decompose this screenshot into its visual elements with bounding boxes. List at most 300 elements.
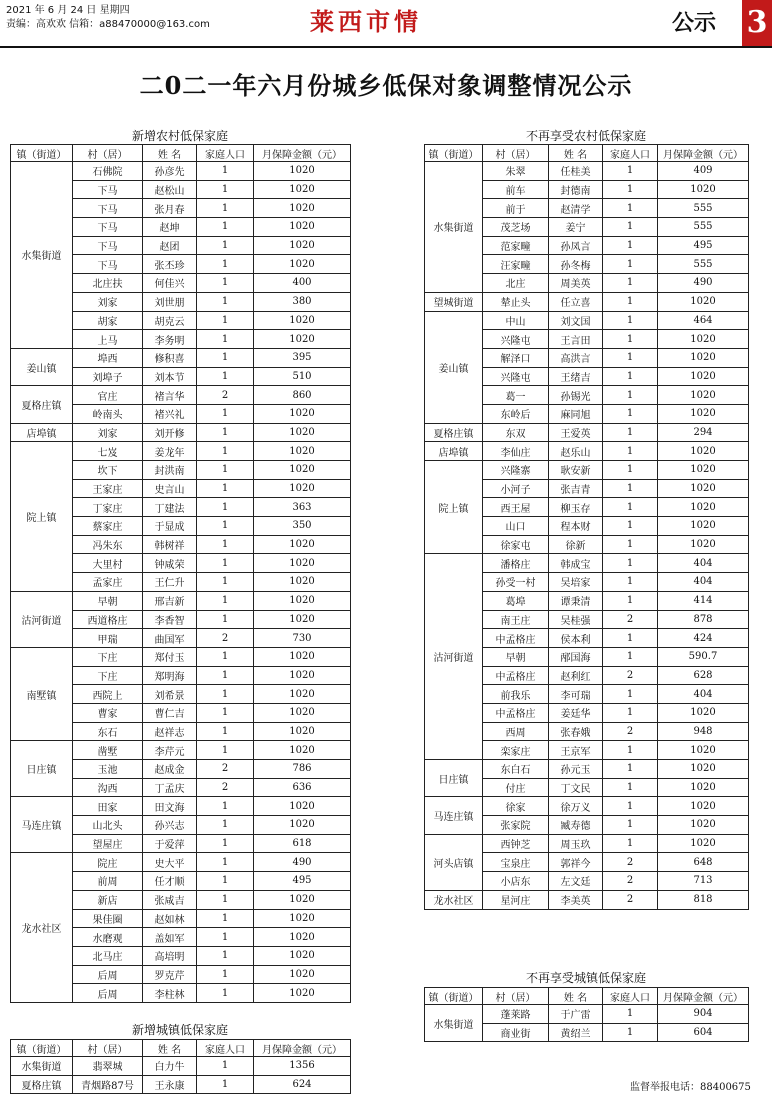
cell-village: 西王屋 [483, 498, 549, 517]
cell-village: 下马 [73, 255, 143, 274]
cell-village: 甲瑞 [73, 629, 143, 648]
cell-amount: 1020 [658, 367, 749, 386]
cell-name: 赵祥志 [143, 722, 197, 741]
cell-amount: 404 [658, 573, 749, 592]
cell-name: 罗克芹 [143, 965, 197, 984]
cell-amount: 1020 [658, 442, 749, 461]
cell-amount: 555 [658, 255, 749, 274]
cell-household: 2 [603, 872, 658, 891]
table-row [425, 461, 749, 480]
table-row [425, 797, 749, 816]
cell-amount: 1020 [658, 348, 749, 367]
cell-household: 1 [197, 1057, 254, 1076]
cell-village: 玉池 [73, 760, 143, 779]
cell-amount: 1020 [658, 330, 749, 349]
cell-village: 孙受一村 [483, 573, 549, 592]
cell-amount: 1020 [658, 535, 749, 554]
cell-town: 望城街道 [425, 292, 483, 311]
header-amount: 月保障金额（元） [254, 145, 351, 162]
cell-name: 封德南 [549, 180, 603, 199]
cell-town: 水集街道 [425, 162, 483, 293]
cell-amount: 1020 [254, 404, 351, 423]
header-amount: 月保障金额（元） [658, 145, 749, 162]
cell-village: 前我乐 [483, 685, 549, 704]
page-number: 3 [742, 0, 772, 46]
cell-household: 1 [197, 461, 254, 480]
cell-amount: 350 [254, 517, 351, 536]
cell-amount: 1020 [254, 461, 351, 480]
cell-name: 史言山 [143, 479, 197, 498]
cell-amount: 1020 [254, 218, 351, 237]
cell-amount: 464 [658, 311, 749, 330]
cell-household: 1 [197, 442, 254, 461]
table-row [425, 890, 749, 909]
cell-amount: 1020 [254, 180, 351, 199]
cell-household: 1 [603, 330, 658, 349]
cell-amount: 1020 [254, 199, 351, 218]
cell-village: 水磨观 [73, 928, 143, 947]
cell-amount: 490 [254, 853, 351, 872]
cell-amount: 490 [658, 274, 749, 293]
cell-village: 官庄 [73, 386, 143, 405]
cell-amount: 424 [658, 629, 749, 648]
cell-household: 1 [603, 797, 658, 816]
cell-household: 1 [197, 647, 254, 666]
cell-village: 东白石 [483, 760, 549, 779]
cell-amount: 1020 [254, 816, 351, 835]
cell-household: 1 [197, 348, 254, 367]
header-village: 村（居） [483, 145, 549, 162]
cell-name: 刘开修 [143, 423, 197, 442]
cell-household: 1 [197, 816, 254, 835]
cell-town: 夏格庄镇 [11, 386, 73, 423]
header-village: 村（居） [73, 145, 143, 162]
cell-household: 1 [197, 703, 254, 722]
cell-village: 徐家屯 [483, 535, 549, 554]
cell-household: 1 [197, 423, 254, 442]
cell-amount: 1020 [658, 703, 749, 722]
cell-village: 宝泉庄 [483, 853, 549, 872]
cell-village: 西院上 [73, 685, 143, 704]
cell-household: 1 [603, 535, 658, 554]
cell-household: 1 [197, 218, 254, 237]
table-row [11, 162, 351, 181]
report-hotline: 监督举报电话：88400675 [630, 1082, 751, 1093]
cell-name: 韩树祥 [143, 535, 197, 554]
cell-name: 赵成金 [143, 760, 197, 779]
cell-village: 石佛院 [73, 162, 143, 181]
cell-town: 院上镇 [11, 442, 73, 592]
cell-household: 1 [603, 741, 658, 760]
cell-amount: 948 [658, 722, 749, 741]
cell-household: 1 [197, 946, 254, 965]
cell-village: 前周 [73, 872, 143, 891]
cell-village: 刘家 [73, 423, 143, 442]
cell-village: 西道格庄 [73, 610, 143, 629]
cell-household: 2 [603, 722, 658, 741]
cell-household: 2 [603, 610, 658, 629]
cell-household: 1 [603, 760, 658, 779]
cell-amount: 395 [254, 348, 351, 367]
cell-name: 史大平 [143, 853, 197, 872]
cell-household: 2 [197, 629, 254, 648]
cell-household: 1 [603, 479, 658, 498]
cell-household: 1 [603, 162, 658, 181]
cell-name: 孙锡光 [549, 386, 603, 405]
cell-amount: 1020 [254, 535, 351, 554]
cell-amount: 1020 [254, 946, 351, 965]
cell-village: 前于 [483, 199, 549, 218]
cell-town: 姜山镇 [425, 311, 483, 423]
table-header-row [11, 145, 351, 162]
cell-name: 邴国海 [549, 647, 603, 666]
header-village: 村（居） [73, 1040, 143, 1057]
cell-village: 山北头 [73, 816, 143, 835]
cell-name: 任桂美 [549, 162, 603, 181]
table-urban-new [10, 1039, 351, 1094]
cell-name: 任立喜 [549, 292, 603, 311]
cell-name: 修积喜 [143, 348, 197, 367]
cell-name: 高洪言 [549, 348, 603, 367]
cell-household: 1 [603, 834, 658, 853]
cell-name: 王爱英 [549, 423, 603, 442]
cell-household: 1 [197, 984, 254, 1003]
cell-household: 1 [603, 554, 658, 573]
cell-household: 1 [603, 517, 658, 536]
cell-name: 王仁升 [143, 573, 197, 592]
cell-town: 龙水社区 [425, 890, 483, 909]
table-row [425, 162, 749, 181]
cell-amount: 555 [658, 218, 749, 237]
cell-household: 1 [197, 292, 254, 311]
cell-name: 郭祥今 [549, 853, 603, 872]
cell-household: 1 [603, 573, 658, 592]
cell-amount: 400 [254, 274, 351, 293]
cell-village: 付庄 [483, 778, 549, 797]
cell-amount: 1020 [254, 928, 351, 947]
cell-household: 1 [197, 722, 254, 741]
cell-village: 朱翠 [483, 162, 549, 181]
cell-amount: 1020 [254, 741, 351, 760]
table-row [425, 834, 749, 853]
cell-household: 1 [603, 386, 658, 405]
cell-village: 西钟芝 [483, 834, 549, 853]
cell-household: 1 [197, 311, 254, 330]
cell-village: 潘格庄 [483, 554, 549, 573]
cell-household: 2 [603, 666, 658, 685]
cell-village: 葛埠 [483, 591, 549, 610]
cell-name: 王绪吉 [549, 367, 603, 386]
cell-household: 1 [197, 573, 254, 592]
cell-household: 1 [603, 778, 658, 797]
cell-village: 上马 [73, 330, 143, 349]
cell-town: 沽河街道 [11, 591, 73, 647]
cell-village: 中孟格庄 [483, 629, 549, 648]
cell-amount: 1020 [254, 236, 351, 255]
cell-village: 望屋庄 [73, 834, 143, 853]
cell-name: 胡克云 [143, 311, 197, 330]
cell-town: 河头店镇 [425, 834, 483, 890]
cell-amount: 1020 [658, 461, 749, 480]
cell-household: 1 [603, 1023, 658, 1042]
header-name: 姓 名 [143, 145, 197, 162]
cell-name: 李柱林 [143, 984, 197, 1003]
cell-amount: 730 [254, 629, 351, 648]
cell-village: 解泽口 [483, 348, 549, 367]
cell-amount: 495 [658, 236, 749, 255]
cell-village: 下马 [73, 199, 143, 218]
table-header-row [425, 988, 749, 1005]
cell-household: 1 [197, 199, 254, 218]
cell-name: 赵团 [143, 236, 197, 255]
cell-village: 商业街 [483, 1023, 549, 1042]
cell-amount: 1020 [254, 703, 351, 722]
cell-household: 1 [197, 965, 254, 984]
cell-village: 下马 [73, 236, 143, 255]
cell-village: 兴隆屯 [483, 330, 549, 349]
cell-amount: 1020 [254, 591, 351, 610]
cell-name: 王京军 [549, 741, 603, 760]
cell-name: 臧寿德 [549, 816, 603, 835]
cell-name: 李务明 [143, 330, 197, 349]
cell-household: 2 [197, 778, 254, 797]
masthead: 莱西市情 [310, 7, 422, 36]
cell-name: 何佳兴 [143, 274, 197, 293]
cell-name: 赵利红 [549, 666, 603, 685]
cell-amount: 1020 [658, 517, 749, 536]
cell-name: 邢吉新 [143, 591, 197, 610]
cell-household: 1 [197, 591, 254, 610]
cell-name: 张春娥 [549, 722, 603, 741]
cell-household: 1 [603, 404, 658, 423]
table-header-row [11, 1040, 351, 1057]
cell-name: 郑明海 [143, 666, 197, 685]
cell-household: 2 [197, 760, 254, 779]
cell-name: 刘世朋 [143, 292, 197, 311]
cell-village: 李仙庄 [483, 442, 549, 461]
cell-amount: 1020 [254, 909, 351, 928]
cell-household: 1 [603, 367, 658, 386]
cell-amount: 618 [254, 834, 351, 853]
cell-amount: 590.7 [658, 647, 749, 666]
cell-name: 郑付玉 [143, 647, 197, 666]
cell-village: 北庄扶 [73, 274, 143, 293]
cell-amount: 1020 [254, 797, 351, 816]
cell-village: 后周 [73, 965, 143, 984]
header-town: 镇（街道） [425, 988, 483, 1005]
cell-name: 吴培家 [549, 573, 603, 592]
cell-household: 1 [603, 311, 658, 330]
table-row [11, 1075, 351, 1094]
cell-amount: 510 [254, 367, 351, 386]
table-row [11, 741, 351, 760]
cell-village: 栾家庄 [483, 741, 549, 760]
cell-household: 1 [197, 610, 254, 629]
cell-amount: 1020 [254, 311, 351, 330]
cell-household: 1 [197, 498, 254, 517]
cell-town: 店埠镇 [11, 423, 73, 442]
table-row [11, 348, 351, 367]
cell-town: 水集街道 [11, 1057, 73, 1076]
cell-town: 龙水社区 [11, 853, 73, 1003]
cell-name: 褚言华 [143, 386, 197, 405]
cell-town: 夏格庄镇 [11, 1075, 73, 1094]
cell-household: 1 [603, 423, 658, 442]
header-amount: 月保障金额（元） [658, 988, 749, 1005]
cell-name: 盖如军 [143, 928, 197, 947]
cell-amount: 860 [254, 386, 351, 405]
cell-name: 于爱萍 [143, 834, 197, 853]
cell-household: 1 [197, 554, 254, 573]
cell-amount: 604 [658, 1023, 749, 1042]
header-town: 镇（街道） [11, 1040, 73, 1057]
cell-name: 白力牛 [143, 1057, 197, 1076]
cell-household: 1 [197, 890, 254, 909]
cell-household: 1 [197, 797, 254, 816]
cell-amount: 1020 [254, 162, 351, 181]
cell-name: 谭秉清 [549, 591, 603, 610]
cell-village: 后周 [73, 984, 143, 1003]
cell-village: 刘埠子 [73, 367, 143, 386]
table-row [11, 647, 351, 666]
table-header-row [425, 145, 749, 162]
cell-household: 1 [197, 274, 254, 293]
cell-name: 吴桂强 [549, 610, 603, 629]
cell-amount: 1020 [658, 778, 749, 797]
cell-village: 西周 [483, 722, 549, 741]
cell-name: 张咸吉 [143, 890, 197, 909]
cell-name: 李芹元 [143, 741, 197, 760]
caption-rural-removed: 不再享受农村低保家庭 [525, 129, 646, 143]
cell-village: 北庄 [483, 274, 549, 293]
cell-household: 1 [603, 236, 658, 255]
cell-name: 刘文国 [549, 311, 603, 330]
cell-amount: 1020 [658, 741, 749, 760]
cell-name: 田文海 [143, 797, 197, 816]
cell-household: 1 [603, 180, 658, 199]
cell-village: 翡翠城 [73, 1057, 143, 1076]
cell-amount: 1020 [254, 573, 351, 592]
cell-amount: 1020 [658, 479, 749, 498]
page-title: 二0二一年六月份城乡低保对象调整情况公示 [139, 71, 633, 100]
cell-name: 李可瑞 [549, 685, 603, 704]
cell-amount: 409 [658, 162, 749, 181]
cell-name: 左文廷 [549, 872, 603, 891]
cell-town: 水集街道 [11, 162, 73, 349]
caption-rural-new: 新增农村低保家庭 [131, 129, 228, 143]
cell-amount: 904 [658, 1005, 749, 1024]
cell-household: 1 [603, 647, 658, 666]
cell-name: 赵坤 [143, 218, 197, 237]
cell-village: 星河庄 [483, 890, 549, 909]
table-rural-removed [424, 144, 749, 910]
table-row [425, 760, 749, 779]
cell-amount: 495 [254, 872, 351, 891]
cell-household: 1 [197, 872, 254, 891]
cell-village: 田家 [73, 797, 143, 816]
cell-household: 1 [603, 442, 658, 461]
cell-town: 姜山镇 [11, 348, 73, 385]
header-household: 家庭人口 [603, 988, 658, 1005]
cell-village: 辇止头 [483, 292, 549, 311]
cell-amount: 1020 [254, 984, 351, 1003]
cell-name: 李美英 [549, 890, 603, 909]
cell-household: 1 [197, 404, 254, 423]
cell-name: 程本财 [549, 517, 603, 536]
cell-household: 1 [603, 1005, 658, 1024]
cell-name: 曹仁吉 [143, 703, 197, 722]
header-name: 姓 名 [143, 1040, 197, 1057]
table-row [425, 442, 749, 461]
cell-amount: 1020 [254, 554, 351, 573]
cell-village: 兴隆寨 [483, 461, 549, 480]
cell-town: 沽河街道 [425, 554, 483, 760]
cell-name: 徐新 [549, 535, 603, 554]
cell-amount: 1020 [658, 760, 749, 779]
cell-amount: 1356 [254, 1057, 351, 1076]
cell-village: 徐家 [483, 797, 549, 816]
cell-household: 1 [197, 367, 254, 386]
cell-village: 山口 [483, 517, 549, 536]
cell-name: 刘本节 [143, 367, 197, 386]
header-household: 家庭人口 [197, 145, 254, 162]
cell-name: 于显成 [143, 517, 197, 536]
cell-name: 褚兴礼 [143, 404, 197, 423]
cell-town: 日庄镇 [11, 741, 73, 797]
cell-village: 蓬莱路 [483, 1005, 549, 1024]
cell-town: 夏格庄镇 [425, 423, 483, 442]
cell-village: 坎下 [73, 461, 143, 480]
table-row [11, 591, 351, 610]
section-label: 公示 [672, 11, 717, 36]
cell-amount: 414 [658, 591, 749, 610]
table-rural-new [10, 144, 351, 1003]
cell-village: 中孟格庄 [483, 703, 549, 722]
cell-household: 1 [197, 928, 254, 947]
cell-household: 1 [197, 1075, 254, 1094]
header-divider [0, 46, 772, 48]
cell-amount: 1020 [254, 610, 351, 629]
cell-village: 胡家 [73, 311, 143, 330]
cell-name: 王永康 [143, 1075, 197, 1094]
cell-name: 丁文民 [549, 778, 603, 797]
cell-name: 耿安新 [549, 461, 603, 480]
cell-village: 南王庄 [483, 610, 549, 629]
cell-amount: 1020 [658, 498, 749, 517]
cell-village: 曹家 [73, 703, 143, 722]
cell-name: 姜廷华 [549, 703, 603, 722]
cell-village: 刘家 [73, 292, 143, 311]
table-row [425, 311, 749, 330]
cell-name: 李香智 [143, 610, 197, 629]
cell-name: 侯本利 [549, 629, 603, 648]
cell-amount: 628 [658, 666, 749, 685]
cell-name: 刘希景 [143, 685, 197, 704]
cell-amount: 1020 [254, 442, 351, 461]
header-town: 镇（街道） [425, 145, 483, 162]
cell-name: 丁建法 [143, 498, 197, 517]
cell-amount: 1020 [658, 816, 749, 835]
header-name: 姓 名 [549, 988, 603, 1005]
cell-amount: 1020 [254, 330, 351, 349]
cell-amount: 1020 [254, 890, 351, 909]
cell-village: 茂芝场 [483, 218, 549, 237]
cell-village: 早朝 [483, 647, 549, 666]
cell-name: 张吉青 [549, 479, 603, 498]
caption-urban-removed: 不再享受城镇低保家庭 [525, 971, 646, 985]
cell-amount: 1020 [254, 666, 351, 685]
cell-village: 兴隆屯 [483, 367, 549, 386]
